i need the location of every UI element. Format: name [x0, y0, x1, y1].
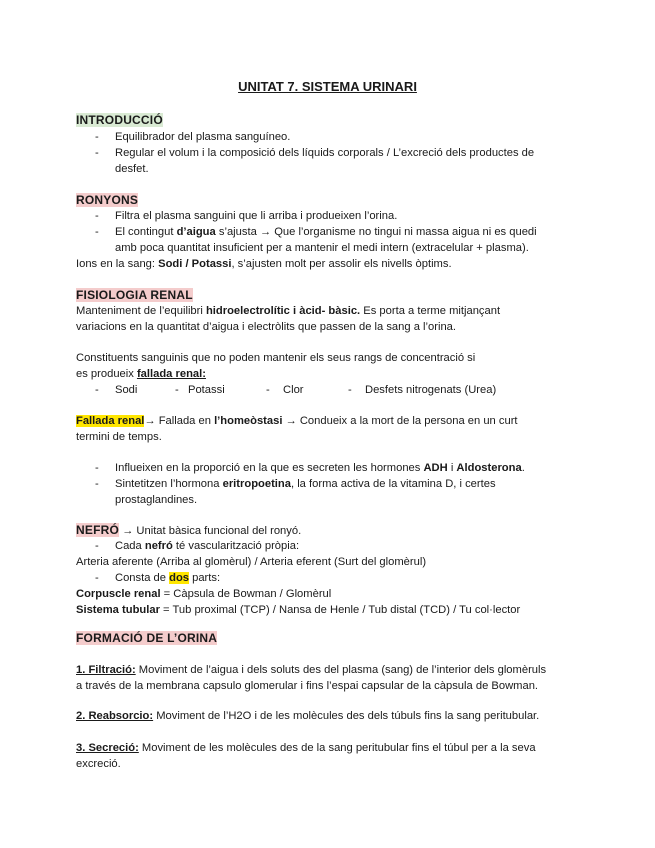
bullet-text: Equilibrador del plasma sanguíneo. [115, 131, 291, 143]
step-filtracio [76, 663, 546, 678]
bullet-dash: - [95, 478, 99, 490]
heading-text: RONYONS [76, 193, 139, 207]
bold-term: nefró [144, 540, 173, 552]
heading-text: FORMACIÓ DE L’ORINA [76, 631, 218, 645]
step-filtracio-cont: a través de la membrana capsulo glomerular i fins l’espai capsular de la càpsula de Bowman. [76, 680, 539, 692]
fisiologia-p1 [76, 304, 500, 319]
corpuscle-renal-line [76, 587, 331, 602]
bullet-text [115, 461, 525, 476]
text-part: Cada [115, 540, 145, 552]
step-label: 2. Reabsorcio: [76, 710, 154, 722]
hormones-bullet-2-cont: prostaglandines. [115, 494, 198, 506]
list-item-potassi: Potassi [188, 384, 225, 396]
bold-term: l’homeòstasi [214, 415, 283, 427]
bullet-dash: - [348, 384, 352, 396]
fallada-renal-cont: termini de temps. [76, 431, 162, 443]
bullet-text: Filtra el plasma sanguini que li arriba i produeixen l’orina. [115, 210, 398, 222]
highlighted-term: dos [169, 572, 189, 584]
bullet-dash: - [266, 384, 270, 396]
text-part: es produeix [76, 368, 137, 380]
bullet-text [115, 477, 496, 492]
bullet-dash: - [95, 572, 99, 584]
section-heading-introduccio [76, 113, 163, 128]
fallada-renal-line [76, 414, 518, 429]
text-part: Sintetitzen l’hormona [115, 478, 223, 490]
bold-term: fallada renal: [136, 368, 206, 380]
text-part: = Tub proximal (TCP) / Nansa de Henle / Tub distal (TCD) / Tu col·lector [159, 604, 521, 616]
text-part: → Condueix a la mort de la persona en un curt [282, 415, 518, 427]
section-heading-nefro [76, 523, 301, 539]
text-part: , la forma activa de la vitamina D, i certes [290, 478, 496, 490]
bullet-dash: - [95, 147, 99, 159]
bullet-text: Regular el volum i la composició dels líquids corporals / L’excreció dels productes de [115, 147, 535, 159]
bold-term: Sodi / Potassi [158, 258, 232, 270]
fisiologia-p1-cont: variacions en la quantitat d’aigua i electròlits que passen de la sang a l’orina. [76, 321, 456, 333]
heading-text: NEFRÓ [76, 523, 119, 537]
text-part: Consta de [115, 572, 170, 584]
text-part: parts: [189, 572, 221, 584]
text-part: Moviment de l’aigua i dels soluts des del plasma (sang) de l’interior dels glomèruls [135, 664, 547, 676]
bold-term: eritropoetina [222, 478, 291, 490]
bold-term: ADH [423, 462, 448, 474]
bullet-dash: - [95, 462, 99, 474]
fisiologia-p2: Constituents sanguinis que no poden mantenir els seus rangs de concentració si [76, 352, 476, 364]
intro-bullet-2-cont: desfet. [115, 163, 149, 175]
step-reabsorcio [76, 709, 539, 724]
text-part: Influeixen en la proporció en la que es secreten les hormones [115, 462, 424, 474]
fisiologia-p2-cont [76, 367, 206, 382]
text-part: . [521, 462, 525, 474]
ronyons-bullet-2-cont: amb poca quantitat insuficient per a mantenir el medi intern (extracelular + plasma). [115, 242, 529, 254]
text-part: té vascularització pròpia: [172, 540, 300, 552]
list-item-sodi: Sodi [115, 384, 138, 396]
section-heading-formacio [76, 631, 217, 646]
bold-term: d’aigua [176, 226, 216, 238]
text-part: = Càpsula de Bowman / Glomèrul [160, 588, 332, 600]
bullet-text [115, 571, 220, 586]
sistema-tubular-line [76, 603, 520, 618]
bold-term: Sistema tubular [76, 604, 160, 616]
bullet-text [115, 225, 537, 240]
highlighted-term: Fallada renal [76, 415, 145, 427]
section-heading-fisiologia [76, 288, 193, 303]
heading-text: FISIOLOGIA RENAL [76, 288, 193, 302]
text-part: El contingut [115, 226, 177, 238]
bold-term: Aldosterona [456, 462, 522, 474]
bullet-dash: - [95, 226, 99, 238]
step-label: 1. Filtració: [76, 664, 136, 676]
text-part: Moviment de les molècules des de la sang peritubular fins el túbul per a la seva [138, 742, 536, 754]
heading-text: INTRODUCCIÓ [76, 113, 163, 127]
section-heading-ronyons [76, 193, 138, 208]
nefro-arteria-line: Arteria aferente (Arriba al glomèrul) / Arteria eferent (Surt del glomèrul) [76, 556, 427, 568]
bold-term: hidroelectrolític i àcid- bàsic. [205, 305, 361, 317]
ronyons-ions-line [76, 257, 452, 272]
text-part: Moviment de l’H2O i de les molècules des dels túbuls fins la sang peritubular. [153, 710, 540, 722]
bullet-dash: - [95, 540, 99, 552]
bullet-dash: - [175, 384, 179, 396]
bullet-text [115, 539, 299, 554]
page-title: UNITAT 7. SISTEMA URINARI [238, 79, 417, 94]
text-part: s’ajusta → Que l’organisme no tingui ni massa aigua ni es quedi [215, 226, 537, 238]
bullet-dash: - [95, 384, 99, 396]
step-label: 3. Secreció: [76, 742, 139, 754]
bullet-dash: - [95, 210, 99, 222]
bold-term: Corpuscle renal [76, 588, 161, 600]
text-part: Ions en la sang: [76, 258, 159, 270]
list-item-clor: Clor [283, 384, 304, 396]
text-part: i [447, 462, 457, 474]
list-item-desfets: Desfets nitrogenats (Urea) [365, 384, 497, 396]
text-part: → Unitat bàsica funcional del ronyó. [119, 525, 302, 537]
text-part: Manteniment de l’equilibri [76, 305, 206, 317]
step-secrecio [76, 741, 536, 756]
text-part: Es porta a terme mitjançant [360, 305, 501, 317]
text-part: , s’ajusten molt per assolir els nivells òptims. [231, 258, 452, 270]
bullet-dash: - [95, 131, 99, 143]
step-secrecio-cont: excreció. [76, 758, 121, 770]
text-part: → Fallada en [144, 415, 215, 427]
